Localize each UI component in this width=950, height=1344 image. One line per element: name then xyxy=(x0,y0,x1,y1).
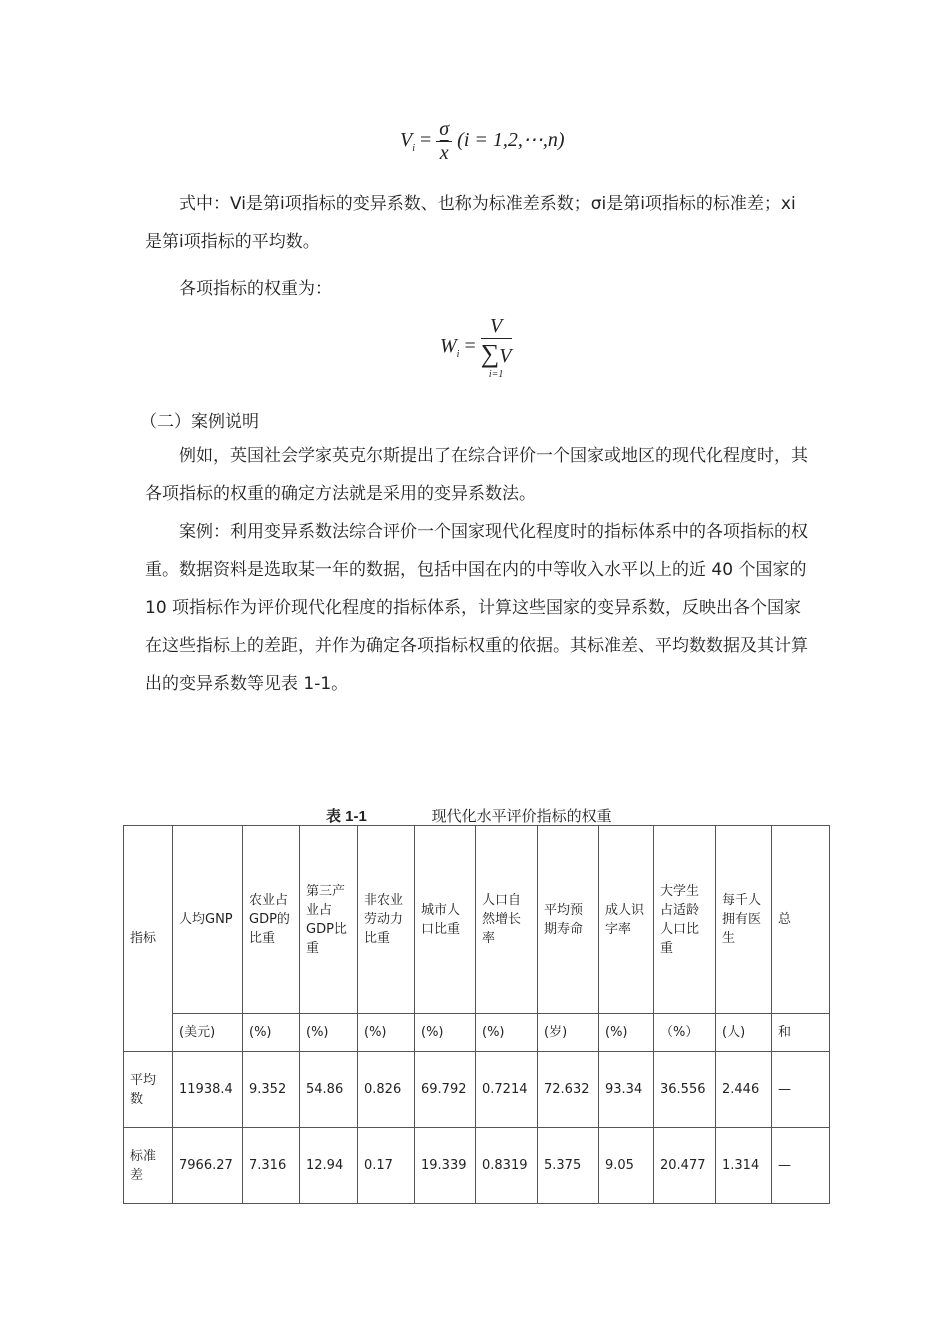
table-row xyxy=(124,1052,830,1128)
value-cell: — xyxy=(772,1128,830,1204)
value-cell: 72.632 xyxy=(538,1052,599,1128)
value-cell: 20.477 xyxy=(654,1128,716,1204)
formula-fraction: $\frac{\sigma}{x}$ xyxy=(436,118,452,165)
value-cell: 19.339 xyxy=(415,1128,476,1204)
unit-cell: 和 xyxy=(772,1014,830,1052)
header-cell: 城市人口比重 xyxy=(415,826,476,1014)
paragraph-example: 例如，英国社会学家英克尔斯提出了在综合评价一个国家或地区的现代化程度时，其各项指标的权重的确定方法就是采用的变异系数法。 xyxy=(145,446,808,504)
row-header-cell: 指标 xyxy=(124,826,173,1052)
header-cell: 成人识字率 xyxy=(599,826,654,1014)
value-cell: 9.05 xyxy=(599,1128,654,1204)
header-row xyxy=(124,826,830,1014)
value-cell: 0.17 xyxy=(358,1128,415,1204)
units-row xyxy=(124,1014,830,1052)
unit-cell: （%） xyxy=(654,1014,716,1052)
formula-weight: $W_i$ = V ∑V i=1 xyxy=(440,315,512,380)
table-row xyxy=(124,1128,830,1204)
value-cell: 0.8319 xyxy=(476,1128,538,1204)
paragraph-case: 案例：利用变异系数法综合评价一个国家现代化程度时的指标体系中的各项指标的权重。数据资料是选取某一年的数据，包括中国在内的中等收入水平以上的近 40 个国家的 10 项指标作为评价现代化程度的指标体系，计算这些国家的变异系数，反映出各个国家在这些指标上的差距，并作为确定各项指标权重的依据。其标准差、平均数数据及其计算出的变异系数等见表 1-1。 xyxy=(145,522,808,694)
value-cell: 0.826 xyxy=(358,1052,415,1128)
weights-table xyxy=(123,825,830,1204)
value-cell: 93.34 xyxy=(599,1052,654,1128)
unit-cell: (%) xyxy=(415,1014,476,1052)
unit-cell: (%) xyxy=(300,1014,358,1052)
unit-cell: (岁) xyxy=(538,1014,599,1052)
header-cell: 大学生占适龄人口比重 xyxy=(654,826,716,1014)
section-heading: （二）案例说明 xyxy=(140,412,259,432)
header-cell: 平均预期寿命 xyxy=(538,826,599,1014)
value-cell: 7966.27 xyxy=(173,1128,243,1204)
value-cell: — xyxy=(772,1052,830,1128)
formula-fraction: V ∑V i=1 xyxy=(480,315,512,380)
formula-coefficient-of-variation: $V_i$ = $\frac{\sigma}{x}$ (i = 1,2,⋯,n) xyxy=(400,118,565,164)
paragraph-definitions: 式中：Vi是第i项指标的变异系数、也称为标准差系数；σi是第i项指标的标准差；xi是第i项指标的平均数。 xyxy=(145,194,796,252)
value-cell: 0.7214 xyxy=(476,1052,538,1128)
header-cell: 第三产业占GDP比重 xyxy=(300,826,358,1014)
value-cell: 2.446 xyxy=(716,1052,772,1128)
row-label: 标准差 xyxy=(124,1128,173,1204)
paragraph-weights-intro: 各项指标的权重为： xyxy=(179,279,332,299)
header-cell: 每千人拥有医生 xyxy=(716,826,772,1014)
value-cell: 9.352 xyxy=(243,1052,300,1128)
unit-cell: (美元) xyxy=(173,1014,243,1052)
value-cell: 7.316 xyxy=(243,1128,300,1204)
row-label: 平均数 xyxy=(124,1052,173,1128)
header-cell: 人均GNP xyxy=(173,826,243,1014)
header-cell: 非农业劳动力比重 xyxy=(358,826,415,1014)
header-cell: 农业占GDP的比重 xyxy=(243,826,300,1014)
unit-cell: (%) xyxy=(243,1014,300,1052)
unit-cell: (人) xyxy=(716,1014,772,1052)
value-cell: 12.94 xyxy=(300,1128,358,1204)
value-cell: 69.792 xyxy=(415,1052,476,1128)
value-cell: 54.86 xyxy=(300,1052,358,1128)
value-cell: 5.375 xyxy=(538,1128,599,1204)
formula-condition: (i = 1,2,⋯,n) xyxy=(457,129,565,152)
unit-cell: (%) xyxy=(358,1014,415,1052)
table-caption: 表 1-1 现代化水平评价指标的权重 xyxy=(326,807,612,825)
unit-cell: (%) xyxy=(599,1014,654,1052)
formula-lhs: V xyxy=(400,129,413,152)
unit-cell: (%) xyxy=(476,1014,538,1052)
header-cell: 人口自然增长率 xyxy=(476,826,538,1014)
value-cell: 11938.4 xyxy=(173,1052,243,1128)
header-cell: 总 xyxy=(772,826,830,1014)
value-cell: 1.314 xyxy=(716,1128,772,1204)
value-cell: 36.556 xyxy=(654,1052,716,1128)
